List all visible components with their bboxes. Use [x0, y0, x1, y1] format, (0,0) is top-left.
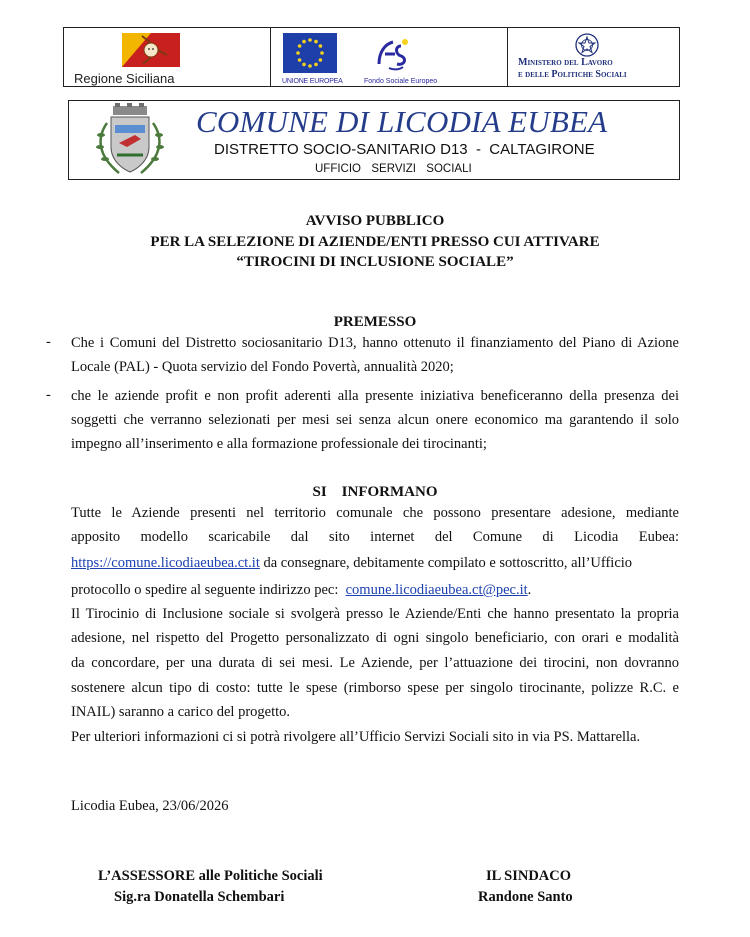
informano-p1-line3 — [71, 554, 679, 572]
informano-p3: Per ulteriori informazioni ci si potrà rivolgere all’Ufficio Servizi Sociali sito in via PS. Mattarella. — [71, 729, 641, 745]
informano-p2-line5: INAIL) saranno a carico del progetto. — [71, 704, 291, 720]
regione-siciliana-cell — [64, 28, 271, 86]
unione-europea-label: UNIONE EUROPEA — [282, 78, 343, 85]
informano-p2-line1: Il Tirocinio di Inclusione sociale si svolgerà presso le Aziende/Enti che hanno presentato la propria — [71, 606, 679, 622]
premesso-bullet2-line2: soggetti che verranno selezionati per mesi sei senza alcun onere economico ma garantendo il solo — [71, 412, 679, 428]
pec-email-link[interactable]: comune.licodiaeubea.ct@pec.it — [345, 582, 528, 598]
eu-flag-icon — [283, 33, 337, 73]
informano-p1-line4 — [71, 581, 679, 599]
sindaco-role: IL SINDACO — [486, 868, 572, 884]
informano-p1-line3-text: da consegnare, debitamente compilato e sottoscritto, all’Ufficio — [259, 555, 633, 571]
notice-title-line3: “TIROCINI DI INCLUSIONE SOCIALE” — [236, 254, 514, 270]
informano-heading: SI INFORMANO — [312, 484, 438, 500]
fse-logo-icon — [371, 34, 413, 76]
informano-p2-line3: da concordare, per una durata di sei mesi. Le Aziende, per l’attuazione dei tirocini, non dovranno — [71, 655, 679, 671]
ufficio-label: UFFICIO SERVIZI SOCIALI — [315, 163, 472, 175]
informano-p1-line2: apposito modello scaricabile dal sito internet del Comune di Licodia Eubea: — [71, 529, 679, 545]
institutional-logos-bar — [63, 27, 680, 87]
assessore-role: L’ASSESSORE alle Politiche Sociali — [98, 868, 323, 884]
notice-title-line2: PER LA SELEZIONE DI AZIENDE/ENTI PRESSO CUI ATTIVARE — [150, 234, 600, 250]
informano-p2-line4: sostenere alcun tipo di costo: tutte le spese (rimborso spese per singolo tirocinante, polizze R.C. e — [71, 680, 679, 696]
fondo-sociale-europeo-label: Fondo Sociale Europeo — [364, 78, 438, 85]
regione-siciliana-label: Regione Siciliana — [74, 71, 175, 86]
premesso-bullet2-line3: impegno all’inserimento e alla formazione professionale dei tirocinanti; — [71, 436, 487, 452]
eu-fse-cell — [271, 28, 508, 86]
regione-siciliana-emblem-icon — [120, 31, 182, 69]
italian-republic-emblem-icon — [574, 32, 600, 58]
informano-p1-line1: Tutte le Aziende presenti nel territorio comunale che possono presentare adesione, mediante — [71, 505, 679, 521]
distretto-label: DISTRETTO SOCIO-SANITARIO D13 - CALTAGIRONE — [214, 141, 595, 158]
notice-title-line1: AVVISO PUBBLICO — [305, 213, 445, 229]
comune-header — [68, 100, 680, 180]
sindaco-name: Randone Santo — [478, 889, 573, 905]
premesso-bullet1-line2: Locale (PAL) - Quota servizio del Fondo Povertà, annualità 2020; — [71, 359, 454, 375]
informano-p2-line2: adesione, nel rispetto del Progetto personalizzato di ogni singolo beneficiario, con orari e modalità — [71, 630, 679, 646]
ministero-label-line2: e delle Politiche Sociali — [518, 69, 627, 80]
bullet-dash: - — [46, 334, 51, 350]
comune-website-link[interactable]: https://comune.licodiaeubea.ct.it — [71, 555, 260, 571]
comune-title: COMUNE DI LICODIA EUBEA — [196, 104, 608, 139]
bullet-dash: - — [46, 387, 51, 403]
assessore-name: Sig.ra Donatella Schembari — [114, 889, 285, 905]
premesso-bullet1-line1: Che i Comuni del Distretto sociosanitario D13, hanno ottenuto il finanziamento del Piano di Azione — [71, 335, 679, 351]
informano-p1-line4-text: protocollo o spedire al seguente indirizzo pec: — [71, 582, 346, 598]
premesso-bullet2-line1: che le aziende profit e non profit aderenti alla presente iniziativa beneficeranno della presenza dei — [71, 388, 679, 404]
comune-coat-of-arms-icon — [75, 103, 185, 177]
ministero-cell — [508, 28, 680, 86]
premesso-heading: PREMESSO — [333, 314, 417, 330]
place-date: Licodia Eubea, 23/06/2026 — [71, 798, 229, 814]
ministero-label-line1: Ministero del Lavoro — [518, 57, 613, 68]
pec-period: . — [527, 582, 532, 598]
